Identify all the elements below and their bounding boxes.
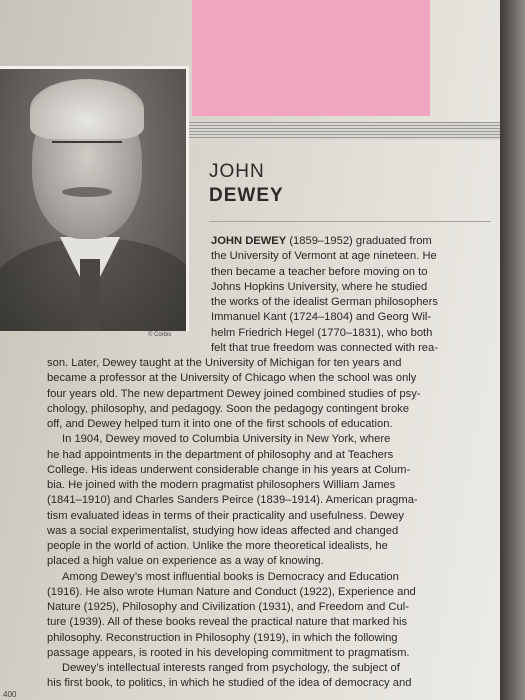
text-line: [47, 417, 393, 432]
text-line: [47, 509, 404, 524]
text-line-content: Johns Hopkins University, where he studied: [211, 280, 428, 293]
portrait-hair: [30, 79, 144, 139]
text-line-content: off, and Dewey helped turn it into one of the first schools of education.: [47, 418, 393, 430]
text-line: [211, 265, 427, 280]
text-line: [47, 493, 418, 508]
text-line-content: felt that true freedom was connected with rea-: [211, 341, 438, 354]
text-line-content: (1859–1952) graduated from: [286, 235, 432, 247]
text-line-content: ture (1939). All of these books reveal the practical nature that marked his: [47, 616, 408, 629]
text-line-content: College. His ideas underwent considerable change in his years at Colum-: [47, 463, 411, 476]
text-line: [211, 295, 438, 310]
text-line: [211, 310, 431, 325]
text-line-content: Among Dewey’s most influential books is Democracy and Education: [62, 570, 399, 583]
text-line: [47, 600, 409, 615]
heading-divider: [209, 221, 491, 222]
text-line-content: placed a high value on experience as a way of knowing.: [47, 555, 324, 568]
book-spine-shadow: [500, 0, 525, 700]
portrait-tie: [80, 259, 100, 331]
portrait-mustache: [62, 187, 112, 197]
text-line-content: became a professor at the University of Chicago when the school was only: [47, 372, 417, 385]
photo-credit: © Corbis: [148, 332, 172, 338]
text-line: [211, 326, 432, 341]
text-line: [62, 661, 400, 676]
pink-sticky-note: [192, 0, 430, 116]
text-line-content: people in the world of action. Unlike the more theoretical idealists, he: [47, 540, 388, 552]
text-line-content: passage appears, is rooted in his developing commitment to pragmatism.: [47, 646, 410, 659]
text-line: [47, 539, 388, 554]
text-line-content: his first book, to politics, in which he studied of the idea of democracy and: [47, 677, 412, 690]
text-line-content: the works of the idealist German philosophers: [211, 296, 438, 308]
text-line: [211, 234, 432, 249]
text-line-content: bia. He joined with the modern pragmatist philosophers William James: [47, 479, 396, 491]
text-line-content: he had appointments in the department of philosophy and at Teachers: [47, 448, 394, 461]
author-heading: [209, 160, 284, 208]
author-first-name: JOHN: [209, 161, 265, 182]
text-line: [211, 341, 438, 356]
text-line-content: the University of Vermont at age nineteen. He: [211, 250, 437, 263]
text-line: [47, 676, 411, 691]
text-line-content: In 1904, Dewey moved to Columbia University in New York, where: [62, 433, 391, 446]
text-line: [211, 249, 437, 264]
text-line: [47, 554, 324, 569]
text-line-content: helm Friedrich Hegel (1770–1831), who both: [211, 326, 433, 339]
text-line: [47, 478, 395, 493]
text-line: [47, 402, 409, 417]
text-line-content: Dewey’s intellectual interests ranged from psychology, the subject of: [62, 662, 400, 674]
text-line: [47, 631, 398, 646]
text-line: [47, 463, 410, 478]
text-line-content: philosophy. Reconstruction in Philosophy (1919), in which the following: [47, 631, 398, 644]
text-line-content: son. Later, Dewey taught at the University of Michigan for ten years and: [47, 357, 402, 369]
text-line-content: four years old. The new department Dewey joined combined studies of psy-: [47, 387, 421, 400]
text-line: [62, 570, 399, 585]
text-line: [47, 585, 416, 600]
text-line-content: was a social experimentalist, studying how ideas affected and changed: [47, 524, 399, 537]
text-line-content: chology, philosophy, and pedagogy. Soon the pedagogy contingent broke: [47, 402, 410, 415]
text-line-content: (1916). He also wrote Human Nature and Conduct (1922), Experience and: [47, 585, 416, 598]
text-line-content: Immanuel Kant (1724–1804) and Georg Wil-: [211, 311, 432, 324]
author-name-bold: JOHN DEWEY: [211, 235, 287, 247]
page-number: 400: [3, 690, 17, 699]
text-line: [47, 524, 398, 539]
text-line-content: tism evaluated ideas in terms of their practicality and usefulness. Dewey: [47, 509, 404, 522]
text-line-content: (1841–1910) and Charles Sanders Peirce (1839–1914). American pragma-: [47, 494, 418, 507]
text-line: [47, 646, 410, 661]
author-last-name: DEWEY: [209, 185, 284, 206]
text-line: [47, 615, 407, 630]
text-line: [47, 356, 401, 371]
text-line: [47, 448, 393, 463]
text-line-content: then became a teacher before moving on to: [211, 265, 428, 278]
portrait-glasses: [52, 141, 122, 161]
text-line: [47, 387, 421, 402]
text-line: [211, 280, 427, 295]
portrait-photo: [0, 66, 189, 331]
text-line: [62, 432, 390, 447]
text-line: [47, 371, 416, 386]
text-line-content: Nature (1925), Philosophy and Civilization (1931), and Freedom and Cul-: [47, 601, 409, 613]
